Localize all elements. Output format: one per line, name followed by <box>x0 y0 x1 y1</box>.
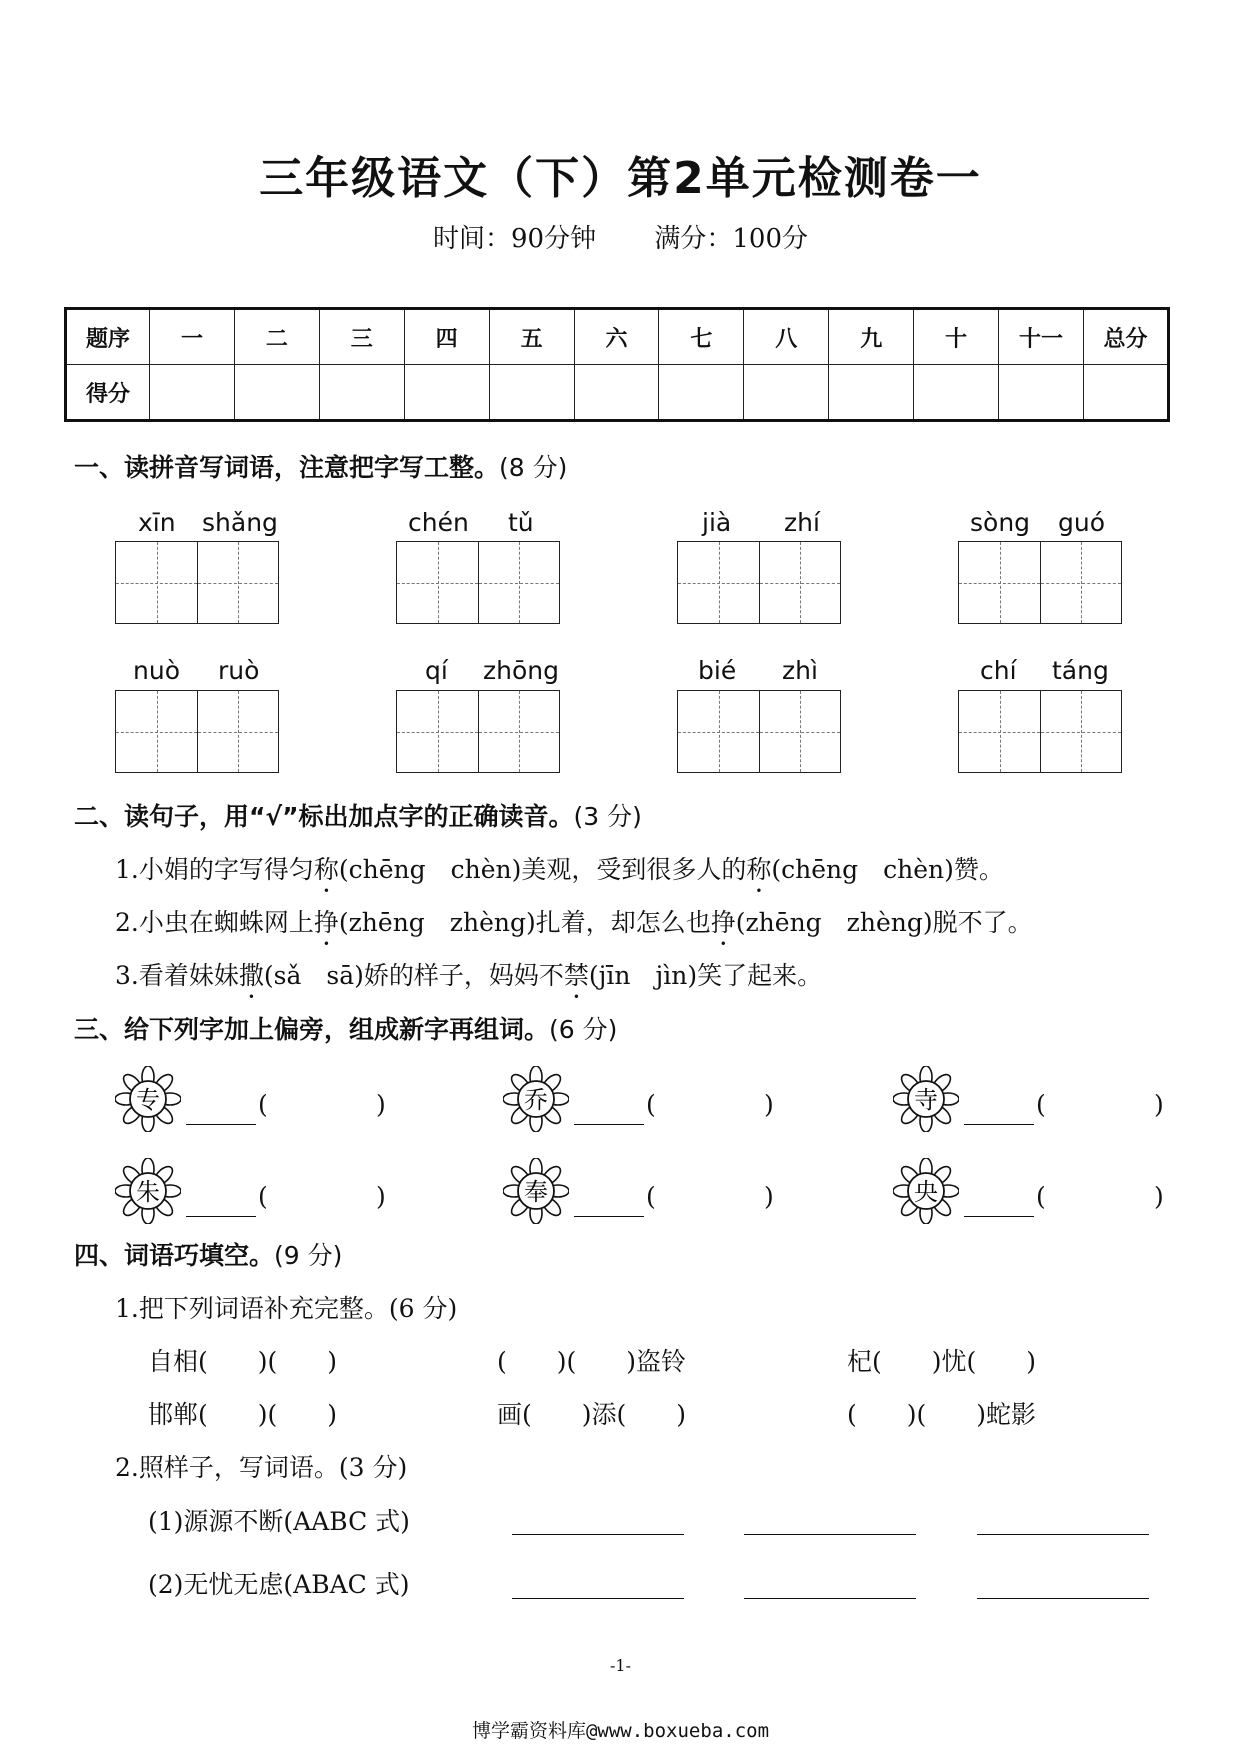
paren-open: ( <box>258 1090 268 1119</box>
full-score: 满分：100分 <box>654 224 808 254</box>
pinyin: nuò <box>133 656 180 685</box>
flower-icon <box>503 1158 569 1224</box>
exam-info <box>0 218 1241 255</box>
section-1-heading <box>74 448 567 484</box>
sentence-text: 2.小虫在蜘蛛网上 <box>115 908 314 937</box>
flower-char: 乔 <box>524 1086 548 1114</box>
pinyin: chén <box>408 508 469 537</box>
pinyin: xīn <box>138 508 176 537</box>
score-header-cell: 六 <box>574 309 659 365</box>
score-header-cell: 五 <box>489 309 574 365</box>
pinyin: ruò <box>218 656 260 685</box>
pinyin: zhí <box>784 508 820 537</box>
score-table-score-row <box>66 365 1169 421</box>
section-1-points: (8 分) <box>499 453 568 482</box>
pinyin: zhì <box>782 656 818 685</box>
flower-char-item <box>893 1158 959 1228</box>
pinyin: chí <box>980 656 1017 685</box>
flower-icon <box>893 1066 959 1132</box>
writing-grid[interactable] <box>396 541 560 624</box>
writing-grid[interactable] <box>115 541 279 624</box>
flower-icon <box>115 1158 181 1224</box>
flower-char: 朱 <box>136 1178 160 1206</box>
paren-open: ( <box>258 1182 268 1211</box>
score-table-header-row <box>66 309 1169 365</box>
writing-grid[interactable] <box>115 690 279 773</box>
paren-close: ) <box>1154 1182 1164 1211</box>
score-header-cell: 总分 <box>1083 309 1168 365</box>
idiom-fill[interactable]: 杞( )忧( ) <box>847 1347 1037 1376</box>
score-header-cell: 八 <box>744 309 829 365</box>
score-header-cell: 九 <box>829 309 914 365</box>
writing-grid[interactable] <box>677 541 841 624</box>
section-2-points: (3 分) <box>573 802 642 831</box>
pinyin-choices[interactable]: (zhēng zhèng)扎着，却怎么也 <box>338 908 711 937</box>
answer-blank[interactable] <box>186 1216 256 1217</box>
dotted-char: 称 <box>313 855 339 884</box>
sentence-1 <box>115 850 1004 886</box>
score-cell[interactable] <box>829 365 914 421</box>
section-2-heading <box>74 797 642 833</box>
score-cell[interactable] <box>489 365 574 421</box>
idiom-fill[interactable]: 自相( )( ) <box>148 1347 338 1376</box>
writing-grid[interactable] <box>958 690 1122 773</box>
page-number: -1- <box>610 1656 631 1675</box>
dotted-char: 称 <box>746 855 772 884</box>
sentence-text: 1.小娟的字写得匀 <box>115 855 314 884</box>
score-header-cell: 四 <box>404 309 489 365</box>
paren-close: ) <box>376 1182 386 1211</box>
question-4-1: 1.把下列词语补充完整。(6 分) <box>115 1294 458 1323</box>
score-cell[interactable] <box>319 365 404 421</box>
writing-grid[interactable] <box>396 690 560 773</box>
section-3-title: 三、给下列字加上偏旁，组成新字再组词。 <box>74 1015 550 1044</box>
answer-line[interactable] <box>977 1534 1149 1535</box>
idiom-fill[interactable]: ( )( )蛇影 <box>847 1400 1037 1429</box>
section-4-title: 四、词语巧填空。 <box>74 1241 275 1270</box>
flower-icon <box>893 1158 959 1224</box>
score-cell[interactable] <box>404 365 489 421</box>
section-1-title: 一、读拼音写词语，注意把字写工整。 <box>74 453 500 482</box>
flower-char-item <box>503 1158 569 1228</box>
dotted-char: 禁 <box>563 961 589 990</box>
paren-close: ) <box>376 1090 386 1119</box>
page-title: 三年级语文（下）第2单元检测卷一 <box>259 153 982 204</box>
paren-open: ( <box>1036 1182 1046 1211</box>
sentence-text: 3.看着妹妹 <box>115 961 239 990</box>
dotted-char: 挣 <box>313 908 339 937</box>
flower-icon <box>115 1066 181 1132</box>
idiom-fill[interactable]: 邯郸( )( ) <box>148 1400 338 1429</box>
flower-icon <box>503 1066 569 1132</box>
flower-char: 奉 <box>524 1178 548 1206</box>
time-limit: 时间：90分钟 <box>433 224 597 254</box>
paren-open: ( <box>646 1182 656 1211</box>
score-header-cell: 题序 <box>66 309 150 365</box>
score-cell[interactable] <box>999 365 1084 421</box>
pinyin: guó <box>1058 508 1106 537</box>
question-4-2: 2.照样子，写词语。(3 分) <box>115 1453 408 1482</box>
paren-open: ( <box>1036 1090 1046 1119</box>
pinyin: shǎng <box>202 508 278 537</box>
idiom-fill[interactable]: 画( )添( ) <box>497 1400 687 1429</box>
answer-blank[interactable] <box>574 1216 644 1217</box>
answer-blank[interactable] <box>186 1124 256 1125</box>
section-4-heading <box>74 1236 342 1272</box>
dotted-char: 挣 <box>710 908 736 937</box>
score-cell[interactable] <box>234 365 319 421</box>
answer-line[interactable] <box>744 1598 916 1599</box>
answer-line[interactable] <box>744 1534 916 1535</box>
writing-grid[interactable] <box>677 690 841 773</box>
pinyin: sòng <box>970 508 1031 537</box>
pinyin: bié <box>698 656 737 685</box>
score-table <box>64 307 1170 422</box>
pinyin-choices[interactable]: (sǎ sā)娇的样子，妈妈不 <box>263 961 564 990</box>
score-cell[interactable] <box>914 365 999 421</box>
score-cell[interactable] <box>150 365 235 421</box>
pinyin-choices[interactable]: (jīn jìn)笑了起来。 <box>588 961 823 990</box>
score-cell[interactable] <box>1083 365 1168 421</box>
dotted-char: 撒 <box>238 961 264 990</box>
answer-line[interactable] <box>512 1598 684 1599</box>
answer-blank[interactable] <box>574 1124 644 1125</box>
score-header-cell: 十一 <box>999 309 1084 365</box>
flower-char-item <box>503 1066 569 1136</box>
section-3-points: (6 分) <box>549 1015 618 1044</box>
score-header-cell: 十 <box>914 309 999 365</box>
score-row-label: 得分 <box>66 365 150 421</box>
pinyin: tǔ <box>508 508 534 537</box>
answer-blank[interactable] <box>964 1124 1034 1125</box>
writing-grid[interactable] <box>958 541 1122 624</box>
sentence-2 <box>115 903 1033 939</box>
pinyin-choices[interactable]: (chēng chèn)美观，受到很多人的 <box>338 855 747 884</box>
pinyin: táng <box>1052 656 1109 685</box>
score-cell[interactable] <box>744 365 829 421</box>
paren-open: ( <box>646 1090 656 1119</box>
flower-char-item <box>893 1066 959 1136</box>
paren-close: ) <box>764 1182 774 1211</box>
pinyin-choices[interactable]: (chēng chèn)赞。 <box>771 855 1004 884</box>
example-aabc: (1)源源不断(AABC 式) <box>148 1507 410 1536</box>
score-cell[interactable] <box>659 365 744 421</box>
answer-line[interactable] <box>977 1598 1149 1599</box>
sentence-3 <box>115 956 822 992</box>
score-header-cell: 二 <box>234 309 319 365</box>
pinyin: qí <box>425 656 448 685</box>
section-2-title: 二、读句子，用“√”标出加点字的正确读音。 <box>74 802 574 831</box>
flower-char: 寺 <box>914 1086 938 1114</box>
pinyin: jià <box>702 508 732 537</box>
section-4-points: (9 分) <box>274 1241 343 1270</box>
answer-blank[interactable] <box>964 1216 1034 1217</box>
paren-close: ) <box>764 1090 774 1119</box>
score-header-cell: 七 <box>659 309 744 365</box>
score-cell[interactable] <box>574 365 659 421</box>
flower-char-item <box>115 1158 181 1228</box>
example-abac: (2)无忧无虑(ABAC 式) <box>148 1570 410 1599</box>
score-header-cell: 一 <box>150 309 235 365</box>
pinyin: zhōng <box>483 656 559 685</box>
footer-source: 博学霸资料库@www.boxueba.com <box>471 1720 770 1742</box>
score-header-cell: 三 <box>319 309 404 365</box>
section-3-heading <box>74 1010 617 1046</box>
pinyin-choices[interactable]: (zhēng zhèng)脱不了。 <box>735 908 1033 937</box>
flower-char: 央 <box>914 1178 938 1206</box>
paren-close: ) <box>1154 1090 1164 1119</box>
idiom-fill[interactable]: ( )( )盗铃 <box>497 1347 687 1376</box>
flower-char: 专 <box>136 1086 160 1114</box>
flower-char-item <box>115 1066 181 1136</box>
answer-line[interactable] <box>512 1534 684 1535</box>
